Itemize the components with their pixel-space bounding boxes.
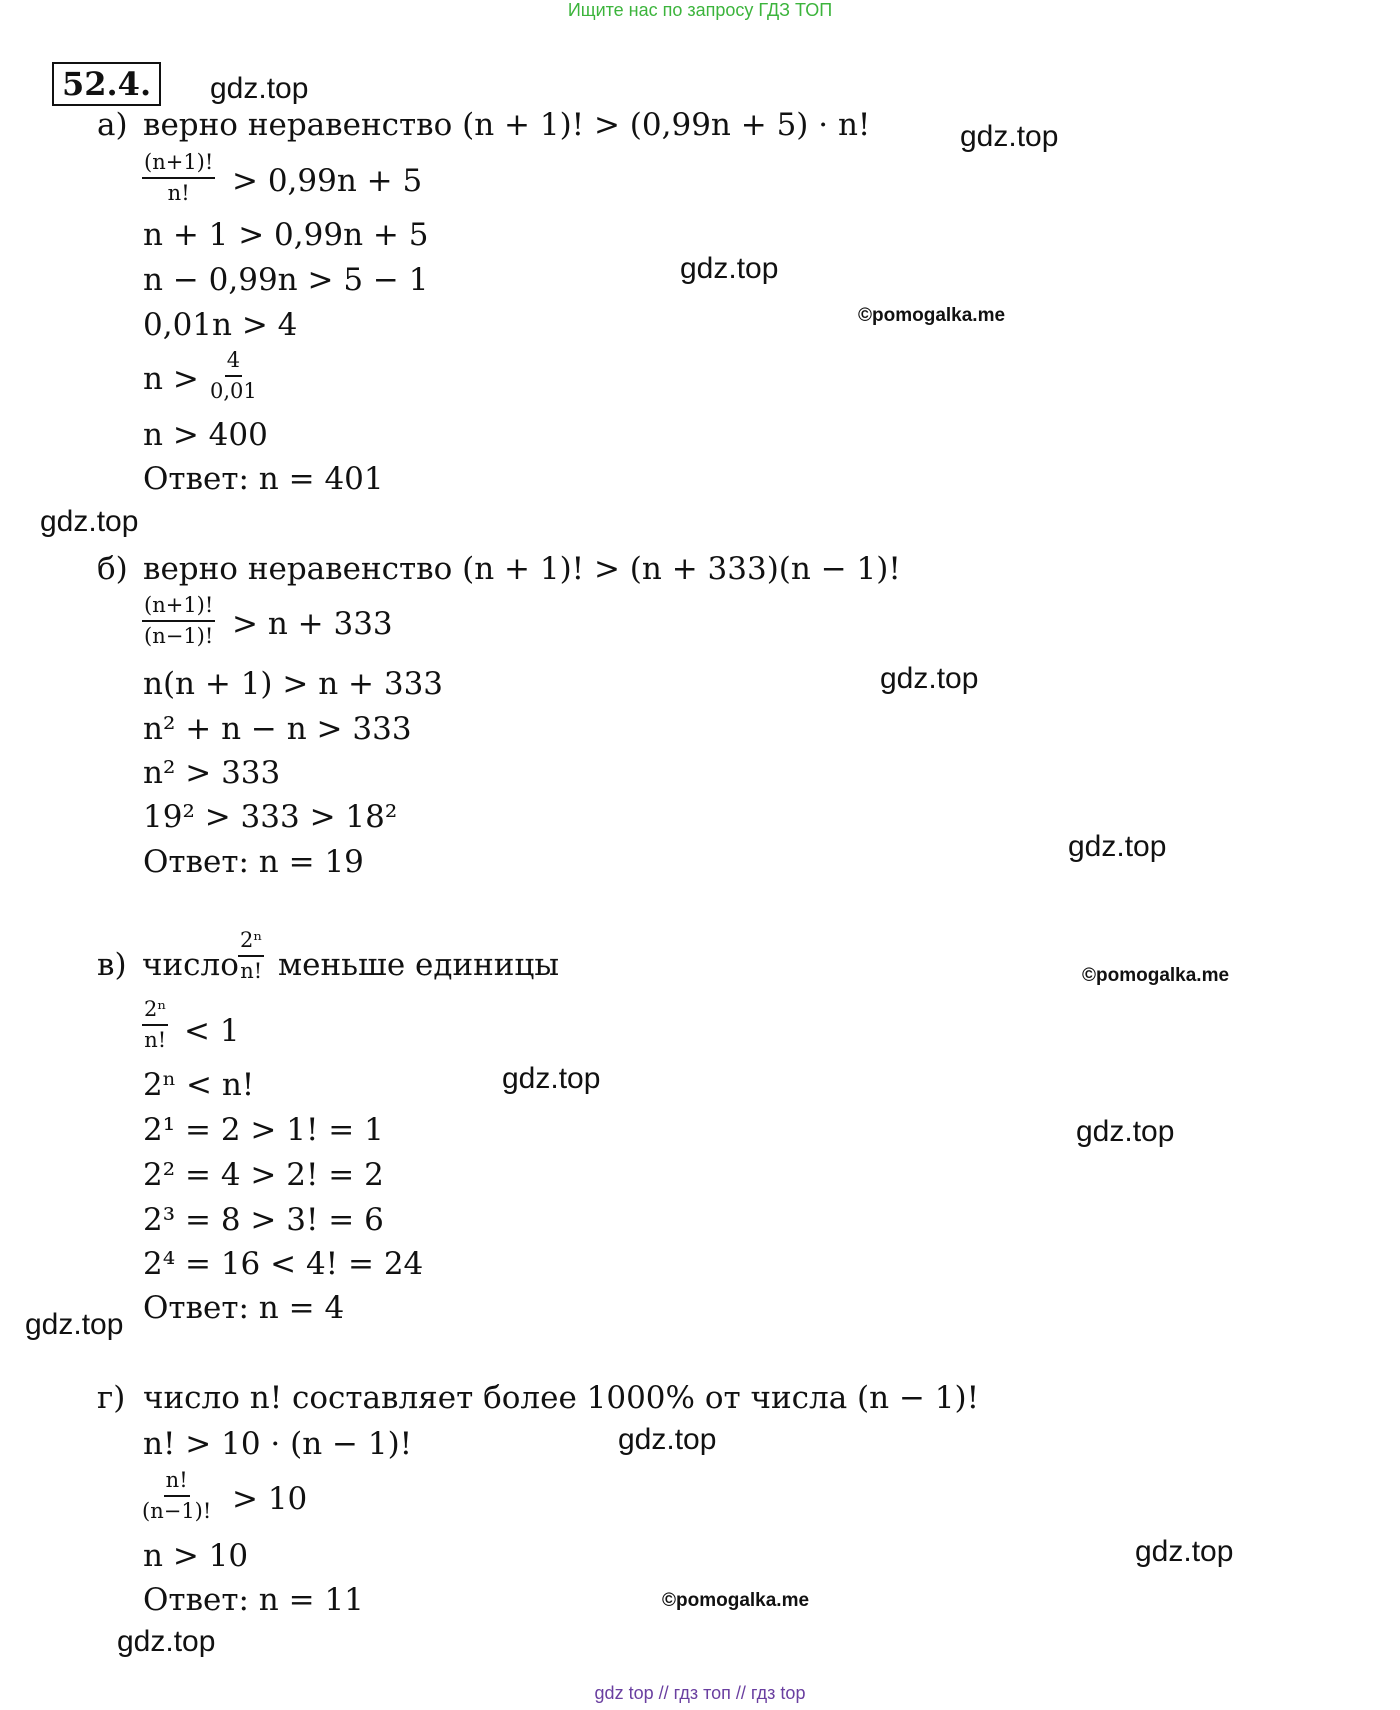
watermark: gdz.top <box>618 1423 717 1456</box>
part-b-line: n(n + 1) > n + 333 <box>143 666 444 702</box>
part-c-label: в) <box>97 947 127 983</box>
part-c-line: 2ⁿ < n! <box>143 1067 255 1103</box>
fraction-denominator: n! <box>240 959 263 983</box>
problem-number: 52.4. <box>52 62 161 106</box>
part-c-line: 2³ = 8 > 3! = 6 <box>143 1202 384 1238</box>
fraction-denominator: n! <box>167 181 190 205</box>
part-b-line: n² + n − n > 333 <box>143 711 412 747</box>
part-b-line: n² > 333 <box>143 755 281 791</box>
fraction-numerator: 2ⁿ <box>142 997 168 1026</box>
fraction-numerator: (n+1)! <box>142 150 215 179</box>
part-a-answer: Ответ: n = 401 <box>143 461 384 497</box>
watermark: gdz.top <box>40 505 139 538</box>
watermark: gdz.top <box>502 1062 601 1095</box>
footer-links[interactable]: gdz top // гдз топ // гдз top <box>594 1683 806 1703</box>
watermark: gdz.top <box>25 1308 124 1341</box>
part-d-fraction-rhs: > 10 <box>232 1481 308 1517</box>
watermark: gdz.top <box>1135 1535 1234 1568</box>
part-a-statement: верно неравенство (n + 1)! > (0,99n + 5) · n! <box>143 107 871 143</box>
part-d-statement: число n! составляет более 1000% от числа (n − 1)! <box>143 1380 980 1416</box>
part-a-fraction-rhs: > 0,99n + 5 <box>232 163 423 199</box>
part-a-line: n + 1 > 0,99n + 5 <box>143 217 429 253</box>
part-c-line: 2² = 4 > 2! = 2 <box>143 1157 384 1193</box>
part-b-label: б) <box>97 551 128 587</box>
part-c-line: 2¹ = 2 > 1! = 1 <box>143 1112 384 1148</box>
part-c-fraction <box>142 997 168 1053</box>
part-d-answer: Ответ: n = 11 <box>143 1582 364 1618</box>
watermark: gdz.top <box>210 72 309 105</box>
part-b-fraction-rhs: > n + 333 <box>232 606 393 642</box>
part-c-line: 2⁴ = 16 < 4! = 24 <box>143 1246 424 1282</box>
part-c-fraction-rhs: < 1 <box>184 1013 240 1049</box>
fraction-denominator: n! <box>144 1028 167 1052</box>
fraction-denominator: 0,01 <box>210 379 257 403</box>
fraction-numerator: 4 <box>225 348 242 377</box>
copyright-watermark: ©pomogalka.me <box>662 1590 810 1611</box>
watermark: gdz.top <box>1076 1115 1175 1148</box>
part-a-label: а) <box>97 107 128 143</box>
top-banner: Ищите нас по запросу ГДЗ ТОП <box>567 0 833 20</box>
part-d-fraction <box>142 1468 211 1524</box>
watermark: gdz.top <box>880 662 979 695</box>
watermark: gdz.top <box>117 1625 216 1658</box>
part-b-statement: верно неравенство (n + 1)! > (n + 333)(n − 1)! <box>143 551 901 587</box>
part-c-answer: Ответ: n = 4 <box>143 1290 345 1326</box>
part-a-line: 0,01n > 4 <box>143 307 298 343</box>
fraction-denominator: (n−1)! <box>142 1499 212 1523</box>
watermark: gdz.top <box>680 252 779 285</box>
part-a-fraction <box>142 150 215 206</box>
part-a-line: n − 0,99n > 5 − 1 <box>143 262 429 298</box>
copyright-watermark: ©pomogalka.me <box>1082 965 1230 986</box>
part-d-line: n! > 10 · (n − 1)! <box>143 1426 413 1462</box>
fraction-numerator: n! <box>164 1468 190 1497</box>
part-d-line: n > 10 <box>143 1538 249 1574</box>
part-a-fraction-2 <box>210 348 257 404</box>
part-c-statement-end: меньше единицы <box>278 947 560 983</box>
part-c-statement-fraction <box>238 928 264 984</box>
fraction-numerator: (n+1)! <box>142 593 215 622</box>
watermark: gdz.top <box>960 120 1059 153</box>
watermark: gdz.top <box>1068 830 1167 863</box>
part-c-statement-start: число <box>142 947 239 983</box>
copyright-watermark: ©pomogalka.me <box>858 305 1006 326</box>
part-a-fraction-lhs: n > <box>143 361 199 397</box>
part-b-answer: Ответ: n = 19 <box>143 844 364 880</box>
part-b-fraction <box>142 593 215 649</box>
part-d-label: г) <box>97 1380 126 1416</box>
fraction-numerator: 2ⁿ <box>238 928 264 957</box>
part-a-line: n > 400 <box>143 417 268 453</box>
fraction-denominator: (n−1)! <box>144 624 214 648</box>
part-b-line: 19² > 333 > 18² <box>143 799 398 835</box>
